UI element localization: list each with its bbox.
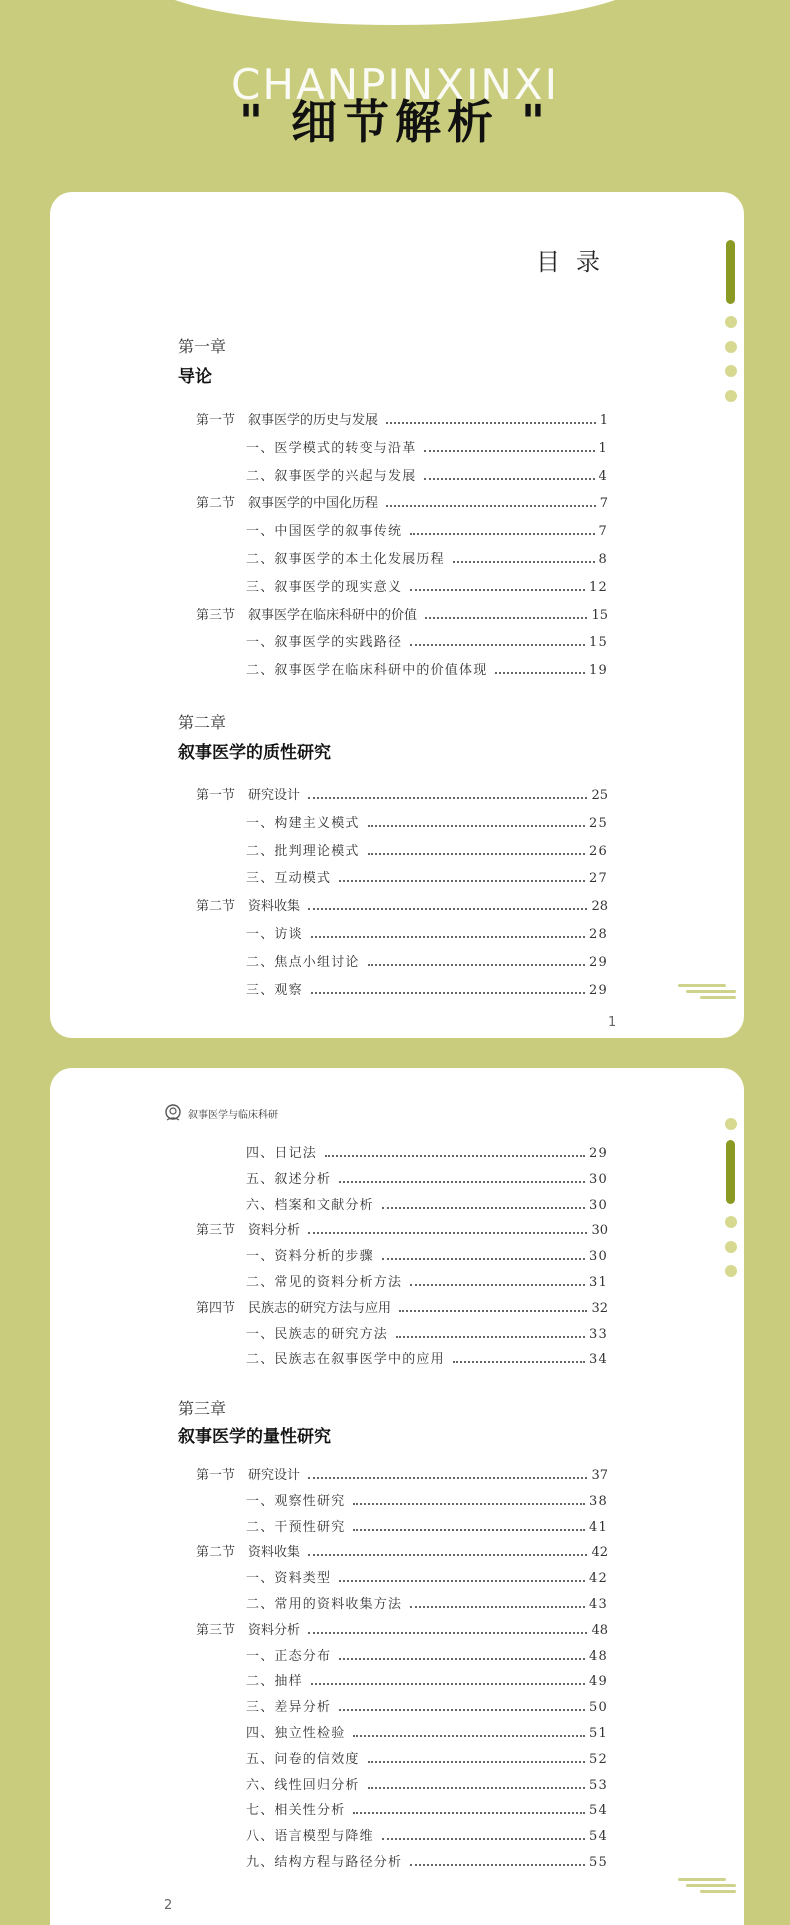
entry-title: 二、焦点小组讨论 bbox=[246, 954, 360, 970]
entry-page: 8 bbox=[598, 552, 608, 567]
entry-page: 42 bbox=[589, 1571, 608, 1587]
entry-page: 30 bbox=[589, 1197, 608, 1213]
chapter-label: 第一章 bbox=[178, 337, 227, 356]
dot-leader bbox=[325, 1154, 585, 1157]
dot-leader bbox=[339, 1579, 585, 1582]
dot-leader bbox=[424, 477, 594, 480]
toc-subsection-row bbox=[246, 1168, 608, 1187]
running-head-title: 叙事医学与临床科研 bbox=[188, 1109, 278, 1121]
entry-title: 一、民族志的研究方法 bbox=[246, 1326, 389, 1342]
dot-leader bbox=[368, 1760, 585, 1763]
dot-leader bbox=[424, 449, 594, 452]
dot-leader bbox=[311, 935, 585, 938]
dot-leader bbox=[311, 991, 585, 994]
toc-section-row bbox=[196, 492, 608, 511]
entry-page: 12 bbox=[589, 579, 608, 595]
toc-page-1-card bbox=[50, 192, 744, 1038]
chapter-label: 第三章 bbox=[178, 1399, 227, 1418]
dot-leader bbox=[396, 1335, 585, 1338]
scroll-dot[interactable] bbox=[725, 365, 737, 377]
entry-title: 资料收集 bbox=[248, 1545, 301, 1561]
toc-section-row bbox=[196, 604, 608, 623]
entry-page: 34 bbox=[589, 1352, 608, 1368]
dot-leader bbox=[368, 963, 585, 966]
dot-leader bbox=[410, 588, 585, 591]
entry-page: 1 bbox=[598, 440, 608, 456]
dot-leader bbox=[410, 1863, 585, 1866]
section-number: 第二节 bbox=[196, 496, 236, 512]
entry-page: 30 bbox=[589, 1171, 608, 1187]
running-head bbox=[162, 1102, 278, 1124]
entry-page: 32 bbox=[591, 1300, 608, 1316]
toc-subsection-row bbox=[246, 1516, 608, 1535]
dot-leader bbox=[308, 796, 587, 799]
entry-title: 七、相关性分析 bbox=[246, 1803, 346, 1819]
entry-title: 二、叙事医学在临床科研中的价值体现 bbox=[246, 663, 488, 679]
dot-leader bbox=[353, 1528, 585, 1531]
toc-section-row bbox=[196, 1541, 608, 1560]
chapter-title: 导论 bbox=[178, 367, 212, 387]
toc-subsection-row bbox=[246, 1722, 608, 1741]
entry-page: 55 bbox=[589, 1855, 608, 1870]
toc-subsection-row bbox=[246, 1245, 608, 1264]
entry-title: 五、问卷的信效度 bbox=[246, 1751, 360, 1767]
dot-leader bbox=[425, 616, 587, 619]
dot-leader bbox=[382, 1837, 585, 1840]
section-number: 第三节 bbox=[196, 1223, 236, 1239]
entry-title: 一、资料分析的步骤 bbox=[246, 1249, 374, 1265]
entry-page: 29 bbox=[589, 954, 608, 970]
dot-leader bbox=[308, 1476, 587, 1479]
entry-title: 五、叙述分析 bbox=[246, 1171, 332, 1187]
scroll-dot[interactable] bbox=[725, 390, 737, 402]
scroll-dot[interactable] bbox=[725, 316, 737, 328]
toc-subsection-row bbox=[246, 867, 608, 886]
toc-subsection-row bbox=[246, 465, 608, 484]
toc-subsection-row bbox=[246, 1271, 608, 1290]
entry-title: 叙事医学的历史与发展 bbox=[248, 413, 379, 428]
section-number: 第一节 bbox=[196, 788, 236, 803]
entry-title: 叙事医学的中国化历程 bbox=[248, 496, 379, 512]
entry-title: 三、叙事医学的现实意义 bbox=[246, 579, 403, 595]
toc-subsection-row bbox=[246, 1825, 608, 1844]
entry-title: 六、线性回归分析 bbox=[246, 1777, 360, 1793]
entry-title: 一、资料类型 bbox=[246, 1571, 332, 1587]
toc-subsection-row bbox=[246, 437, 608, 456]
entry-title: 二、叙事医学的兴起与发展 bbox=[246, 468, 417, 484]
entry-page: 30 bbox=[589, 1249, 608, 1265]
entry-title: 二、民族志在叙事医学中的应用 bbox=[246, 1352, 445, 1368]
entry-title: 四、日记法 bbox=[246, 1146, 318, 1161]
top-arc-decoration bbox=[145, 0, 645, 25]
toc-subsection-row bbox=[246, 1593, 608, 1612]
entry-page: 30 bbox=[591, 1223, 608, 1239]
entry-page: 28 bbox=[589, 927, 608, 942]
entry-title: 民族志的研究方法与应用 bbox=[248, 1300, 392, 1316]
scroll-dot[interactable] bbox=[725, 1216, 737, 1228]
entry-page: 54 bbox=[589, 1829, 608, 1845]
toc-subsection-row bbox=[246, 840, 608, 859]
entry-page: 28 bbox=[591, 899, 608, 915]
toc-section-row bbox=[196, 1619, 608, 1638]
entry-page: 50 bbox=[589, 1700, 608, 1716]
dot-leader bbox=[382, 1257, 585, 1260]
dot-leader bbox=[410, 532, 594, 535]
dot-leader bbox=[386, 504, 596, 507]
section-number: 第一节 bbox=[196, 413, 236, 428]
dot-leader bbox=[410, 1283, 585, 1286]
entry-page: 48 bbox=[589, 1648, 608, 1664]
entry-page: 1 bbox=[599, 413, 608, 428]
entry-title: 一、观察性研究 bbox=[246, 1493, 346, 1509]
entry-title: 叙事医学在临床科研中的价值 bbox=[248, 607, 418, 623]
toc-subsection-row bbox=[246, 1490, 608, 1509]
dot-leader bbox=[382, 1206, 585, 1209]
dot-leader bbox=[308, 907, 587, 910]
entry-title: 三、观察 bbox=[246, 982, 303, 998]
entry-title: 一、叙事医学的实践路径 bbox=[246, 635, 403, 651]
entry-page: 27 bbox=[589, 871, 608, 887]
entry-title: 一、构建主义模式 bbox=[246, 815, 360, 831]
page-number: 1 bbox=[608, 1015, 617, 1030]
entry-title: 资料分析 bbox=[248, 1223, 301, 1239]
entry-page: 15 bbox=[591, 607, 608, 623]
entry-page: 53 bbox=[589, 1777, 608, 1793]
entry-page: 52 bbox=[589, 1751, 608, 1767]
toc-section-row bbox=[196, 1297, 608, 1316]
dot-leader bbox=[386, 421, 596, 424]
entry-page: 25 bbox=[589, 815, 608, 831]
dot-leader bbox=[368, 1786, 585, 1789]
entry-title: 二、常用的资料收集方法 bbox=[246, 1597, 403, 1612]
dot-leader bbox=[308, 1631, 587, 1634]
page-number: 2 bbox=[164, 1898, 173, 1913]
chapter-label: 第二章 bbox=[178, 713, 227, 732]
entry-page: 38 bbox=[589, 1493, 608, 1509]
entry-title: 三、互动模式 bbox=[246, 871, 332, 887]
section-number: 第二节 bbox=[196, 899, 236, 915]
toc-subsection-row bbox=[246, 1670, 608, 1689]
entry-page: 54 bbox=[589, 1803, 608, 1819]
entry-page: 26 bbox=[589, 843, 608, 859]
entry-title: 研究设计 bbox=[248, 1468, 301, 1483]
entry-title: 资料分析 bbox=[248, 1622, 301, 1638]
dot-leader bbox=[308, 1231, 587, 1234]
toc-subsection-row bbox=[246, 1696, 608, 1715]
dot-leader bbox=[410, 1605, 585, 1608]
dot-leader bbox=[368, 824, 585, 827]
dot-leader bbox=[353, 1734, 585, 1737]
entry-page: 4 bbox=[598, 468, 608, 484]
toc-section-row bbox=[196, 1219, 608, 1238]
dot-leader bbox=[410, 643, 585, 646]
entry-title: 二、批判理论模式 bbox=[246, 843, 360, 859]
toc-subsection-row bbox=[246, 659, 608, 678]
entry-title: 一、正态分布 bbox=[246, 1648, 332, 1664]
header-chinese-title: " 细节解析 " bbox=[239, 95, 551, 149]
toc-subsection-row bbox=[246, 1142, 608, 1161]
scroll-dot[interactable] bbox=[725, 1265, 737, 1277]
toc-subsection-row bbox=[246, 576, 608, 595]
dot-leader bbox=[339, 1708, 585, 1711]
entry-page: 25 bbox=[591, 788, 608, 803]
toc-section-row bbox=[196, 1464, 608, 1483]
toc-subsection-row bbox=[246, 1348, 608, 1367]
entry-page: 15 bbox=[589, 635, 608, 651]
dot-leader bbox=[399, 1309, 587, 1312]
entry-title: 资料收集 bbox=[248, 899, 301, 915]
scroll-dot[interactable] bbox=[725, 341, 737, 353]
entry-page: 7 bbox=[598, 524, 608, 540]
dot-leader bbox=[339, 879, 585, 882]
toc-section-row bbox=[196, 409, 608, 428]
toc-subsection-row bbox=[246, 923, 608, 942]
entry-page: 31 bbox=[589, 1275, 608, 1290]
toc-subsection-row bbox=[246, 812, 608, 831]
entry-title: 二、抽样 bbox=[246, 1674, 303, 1690]
dot-leader bbox=[339, 1180, 585, 1183]
toc-subsection-row bbox=[246, 1851, 608, 1870]
entry-page: 48 bbox=[591, 1622, 608, 1638]
decorative-lines bbox=[678, 1878, 738, 1898]
dot-leader bbox=[353, 1502, 585, 1505]
toc-subsection-row bbox=[246, 951, 608, 970]
entry-title: 研究设计 bbox=[248, 788, 301, 803]
dot-leader bbox=[453, 1360, 585, 1363]
entry-title: 一、医学模式的转变与沿革 bbox=[246, 440, 417, 456]
entry-page: 7 bbox=[599, 496, 608, 512]
dot-leader bbox=[368, 852, 585, 855]
scroll-indicator-active[interactable] bbox=[726, 240, 735, 304]
dot-leader bbox=[311, 1682, 585, 1685]
toc-section-row bbox=[196, 895, 608, 914]
section-number: 第一节 bbox=[196, 1468, 236, 1483]
section-number: 第四节 bbox=[196, 1300, 236, 1316]
toc-subsection-row bbox=[246, 1748, 608, 1767]
entry-title: 二、常见的资料分析方法 bbox=[246, 1275, 403, 1290]
toc-subsection-row bbox=[246, 520, 608, 539]
entry-page: 41 bbox=[589, 1519, 608, 1535]
entry-page: 19 bbox=[589, 663, 608, 679]
entry-page: 29 bbox=[589, 982, 608, 998]
entry-title: 八、语言模型与降维 bbox=[246, 1829, 374, 1845]
toc-subsection-row bbox=[246, 631, 608, 650]
entry-title: 三、差异分析 bbox=[246, 1700, 332, 1716]
toc-subsection-row bbox=[246, 1323, 608, 1342]
decorative-lines bbox=[678, 984, 738, 1004]
dot-leader bbox=[353, 1811, 585, 1814]
entry-page: 33 bbox=[589, 1326, 608, 1342]
entry-page: 29 bbox=[589, 1146, 608, 1161]
entry-title: 一、访谈 bbox=[246, 927, 303, 942]
toc-subsection-row bbox=[246, 1799, 608, 1818]
chapter-title: 叙事医学的质性研究 bbox=[178, 743, 331, 763]
entry-page: 49 bbox=[589, 1674, 608, 1690]
toc-subsection-row bbox=[246, 1645, 608, 1664]
chapter-title: 叙事医学的量性研究 bbox=[178, 1427, 331, 1447]
entry-title: 六、档案和文献分析 bbox=[246, 1197, 374, 1213]
toc-title: 目录 bbox=[536, 248, 616, 276]
toc-subsection-row bbox=[246, 1567, 608, 1586]
section-number: 第三节 bbox=[196, 1622, 236, 1638]
toc-subsection-row bbox=[246, 1774, 608, 1793]
book-logo-icon bbox=[162, 1102, 184, 1124]
entry-title: 九、结构方程与路径分析 bbox=[246, 1855, 403, 1870]
entry-page: 42 bbox=[591, 1545, 608, 1561]
dot-leader bbox=[495, 671, 585, 674]
scroll-indicator-active[interactable] bbox=[726, 1140, 735, 1204]
dot-leader bbox=[453, 560, 595, 563]
scroll-dot[interactable] bbox=[725, 1118, 737, 1130]
toc-subsection-row bbox=[246, 548, 608, 567]
scroll-dot[interactable] bbox=[725, 1241, 737, 1253]
entry-title: 一、中国医学的叙事传统 bbox=[246, 524, 403, 540]
entry-title: 二、干预性研究 bbox=[246, 1519, 346, 1535]
toc-section-row bbox=[196, 784, 608, 803]
toc-subsection-row bbox=[246, 979, 608, 998]
entry-page: 37 bbox=[591, 1468, 608, 1483]
section-number: 第二节 bbox=[196, 1545, 236, 1561]
entry-page: 51 bbox=[589, 1726, 608, 1741]
dot-leader bbox=[339, 1657, 585, 1660]
section-header bbox=[0, 52, 790, 149]
entry-title: 二、叙事医学的本土化发展历程 bbox=[246, 552, 445, 567]
toc-subsection-row bbox=[246, 1194, 608, 1213]
dot-leader bbox=[308, 1553, 587, 1556]
header-english-title: CHANPINXINXI bbox=[231, 60, 559, 109]
toc-page-2-card bbox=[50, 1068, 744, 1925]
entry-title: 四、独立性检验 bbox=[246, 1726, 346, 1741]
entry-page: 43 bbox=[589, 1597, 608, 1612]
section-number: 第三节 bbox=[196, 607, 236, 623]
